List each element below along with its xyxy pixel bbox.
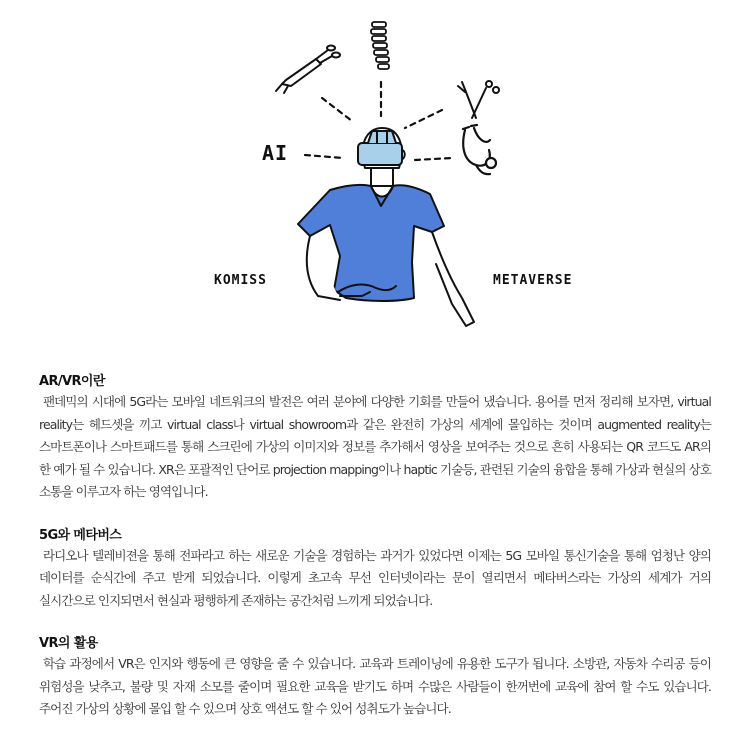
section-vr-usage <box>39 634 711 721</box>
section-title-5g-metaverse: 5G와 메타버스 <box>39 527 122 543</box>
vr-doctor-illustration <box>0 0 750 350</box>
section-title-ar-vr: AR/VR이란 <box>39 374 105 389</box>
surgical-tool-icon <box>276 46 340 94</box>
ai-label: AI <box>262 141 289 165</box>
section-title-vr-usage: VR의 활용 <box>39 636 98 651</box>
metaverse-label: METAVERSE <box>493 273 573 288</box>
section-body-5g-metaverse: 라디오나 텔레비젼을 통해 전파라고 하는 새로운 기술을 경험하는 과거가 있었다면 이제는 5G 모바일 통신기술을 통해 엄청난 양의 데이터를 순식간에 주고 받게 되었습니다. 이렇게 초고속 무선 인터넷이라는 문이 열리면서 메타버스라는 가상의 세계가 거의 실시간으로 인지되면서 현실과 평행하게 존재하는 공간처럼 느끼게 되었습니다. <box>39 547 711 608</box>
section-5g-metaverse <box>39 526 711 613</box>
komiss-label: KOMISS <box>214 273 267 288</box>
medical-scissors-icon <box>458 81 499 118</box>
article <box>39 372 711 743</box>
section-body-ar-vr: 팬데믹의 시대에 5G라는 모바일 네트워크의 발전은 여러 분야에 다양한 기회를 만들어 냈습니다. 용어를 먼저 정리해 보자면, virtual reality는 헤드셋을 끼고 virtual class나 virtual showroom과 같은 완전히 가상의 세계에 몰입하는 것이며 augmented reality는 스마트폰이나 스마트패드를 통해 스크린에 가상의 이미지와 정보를 추가해서 영상을 보여주는 것으로 흔히 사용되는 QR 코드도 AR의 한 예가 될 수 있습니다. XR은 포괄적인 단어로 projection mapping이나 haptic 기술등, 관련된 기술의 융합을 통해 가상과 현실의 상호 소통을 이루고자 하는 영역입니다. <box>39 394 711 499</box>
section-body-vr-usage: 학습 과정에서 VR은 인지와 행동에 큰 영향을 줄 수 있습니다. 교육과 트레이닝에 유용한 도구가 됩니다. 소방관, 자동차 수리공 등이 위험성을 낮추고, 불량 및 자재 소모를 줄이며 필요한 교육을 받기도 하며 수많은 사람들이 한꺼번에 교육에 참여 할 수도 있습니다. 주어진 가상의 상황에 몰입 할 수 있으며 상호 액션도 할 수 있어 성취도가 높습니다. <box>39 656 711 716</box>
stethoscope-icon <box>463 125 496 174</box>
section-ar-vr <box>39 372 711 504</box>
spine-icon <box>371 22 389 69</box>
